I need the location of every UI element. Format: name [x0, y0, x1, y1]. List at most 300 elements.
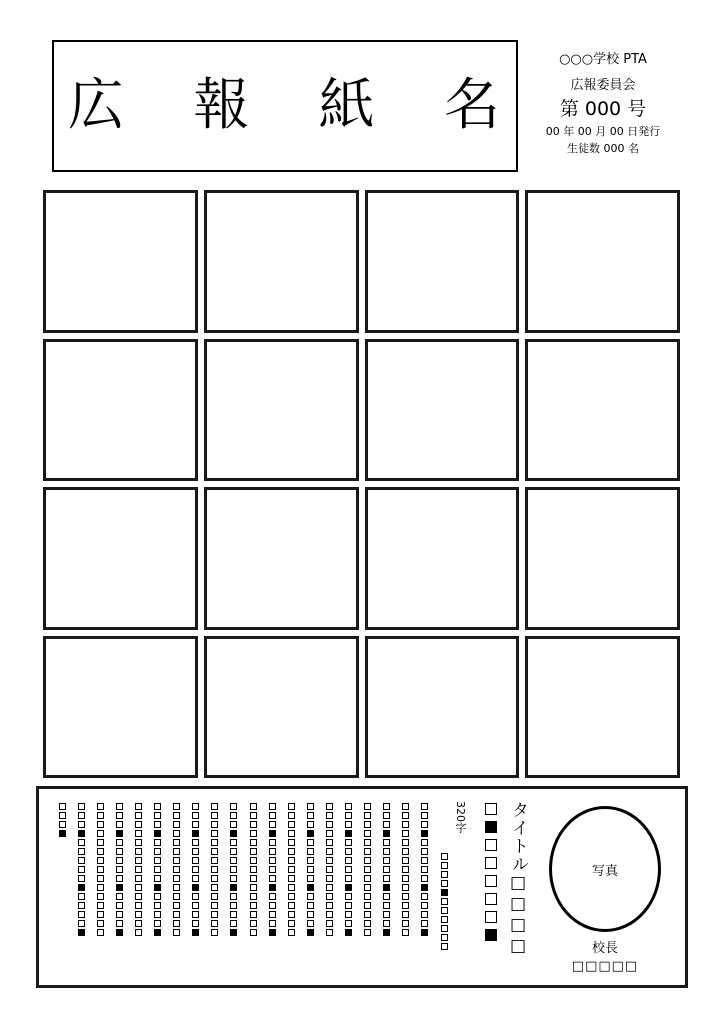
empty-square-marker: [402, 821, 409, 828]
article-frame: [365, 190, 520, 333]
empty-square-marker: [269, 848, 276, 855]
text-placeholder-column: [267, 801, 277, 936]
empty-square-marker: [288, 875, 295, 882]
empty-square-marker: [269, 857, 276, 864]
empty-square-marker: [250, 857, 257, 864]
article-frame: [365, 487, 520, 630]
empty-square-marker: [250, 821, 257, 828]
article-frame: [204, 487, 359, 630]
empty-square-marker: [97, 803, 104, 810]
empty-square-marker: [307, 839, 314, 846]
empty-square-marker: [230, 848, 237, 855]
article-frame: [43, 339, 198, 482]
article-frame: [204, 339, 359, 482]
empty-square-marker: [97, 911, 104, 918]
empty-square-marker: [250, 911, 257, 918]
empty-square-marker: [485, 911, 497, 923]
empty-square-marker: [97, 830, 104, 837]
text-placeholder-column: [114, 801, 124, 936]
filled-square-marker: [421, 884, 428, 891]
empty-square-marker: [307, 875, 314, 882]
empty-square-marker: [192, 821, 199, 828]
empty-square-marker: [97, 884, 104, 891]
empty-square-marker: [78, 857, 85, 864]
empty-square-marker: [402, 830, 409, 837]
empty-square-marker: [135, 866, 142, 873]
filled-square-marker: [154, 830, 161, 837]
empty-square-marker: [78, 839, 85, 846]
article-frame: [525, 636, 680, 779]
empty-square-marker: [97, 839, 104, 846]
empty-square-marker: [78, 866, 85, 873]
empty-square-marker: [402, 920, 409, 927]
empty-square-marker: [173, 920, 180, 927]
empty-square-marker: [211, 857, 218, 864]
empty-square-marker: [116, 848, 123, 855]
empty-square-marker: [230, 920, 237, 927]
empty-square-marker: [288, 920, 295, 927]
text-placeholder-column: [153, 801, 163, 936]
empty-square-marker: [326, 848, 333, 855]
empty-square-marker: [402, 893, 409, 900]
empty-square-marker: [230, 803, 237, 810]
empty-square-marker: [364, 902, 371, 909]
empty-square-marker: [383, 839, 390, 846]
empty-square-marker: [211, 830, 218, 837]
empty-square-marker: [307, 893, 314, 900]
empty-square-marker: [59, 803, 66, 810]
empty-square-marker: [154, 902, 161, 909]
empty-square-marker: [383, 803, 390, 810]
empty-square-marker: [345, 812, 352, 819]
empty-square-marker: [135, 929, 142, 936]
empty-square-marker: [192, 866, 199, 873]
empty-square-marker: [250, 803, 257, 810]
text-placeholder-column: [95, 801, 105, 936]
empty-square-marker: [154, 803, 161, 810]
empty-square-marker: [59, 821, 66, 828]
empty-square-marker: [421, 902, 428, 909]
filled-square-marker: [345, 830, 352, 837]
empty-square-marker: [269, 911, 276, 918]
filled-square-marker: [269, 884, 276, 891]
empty-square-marker: [230, 857, 237, 864]
empty-square-marker: [192, 893, 199, 900]
principal-photo-placeholder: [549, 806, 661, 932]
empty-square-marker: [441, 925, 448, 932]
column-title: タイトル□□□□: [508, 801, 528, 957]
empty-square-marker: [135, 830, 142, 837]
empty-square-marker: [78, 812, 85, 819]
empty-square-marker: [307, 812, 314, 819]
text-placeholder-column: [382, 801, 392, 936]
title-char-4: 名: [443, 73, 500, 138]
empty-square-marker: [173, 902, 180, 909]
empty-square-marker: [288, 821, 295, 828]
empty-square-marker: [326, 920, 333, 927]
title-char-1: 広: [68, 73, 124, 138]
filled-square-marker: [485, 821, 497, 833]
empty-square-marker: [485, 893, 497, 905]
empty-square-marker: [421, 920, 428, 927]
empty-square-marker: [326, 884, 333, 891]
empty-square-marker: [230, 866, 237, 873]
filled-square-marker: [421, 929, 428, 936]
empty-square-marker: [326, 821, 333, 828]
article-frame: [525, 190, 680, 333]
empty-square-marker: [402, 884, 409, 891]
empty-square-marker: [116, 902, 123, 909]
empty-square-marker: [230, 812, 237, 819]
empty-square-marker: [326, 902, 333, 909]
empty-square-marker: [211, 812, 218, 819]
empty-square-marker: [269, 803, 276, 810]
empty-square-marker: [173, 911, 180, 918]
empty-square-marker: [154, 821, 161, 828]
empty-square-marker: [326, 857, 333, 864]
filled-square-marker: [192, 929, 199, 936]
empty-square-marker: [345, 875, 352, 882]
empty-square-marker: [364, 839, 371, 846]
empty-square-marker: [288, 803, 295, 810]
empty-square-marker: [116, 803, 123, 810]
empty-square-marker: [345, 857, 352, 864]
empty-square-marker: [402, 857, 409, 864]
empty-square-marker: [173, 857, 180, 864]
empty-square-marker: [326, 911, 333, 918]
empty-square-marker: [211, 821, 218, 828]
empty-square-marker: [78, 911, 85, 918]
empty-square-marker: [383, 812, 390, 819]
empty-square-marker: [441, 916, 448, 923]
empty-square-marker: [192, 875, 199, 882]
empty-square-marker: [288, 911, 295, 918]
text-placeholder-column: [191, 801, 201, 936]
title-char-3: 紙: [318, 73, 375, 138]
empty-square-marker: [154, 875, 161, 882]
empty-square-marker: [154, 812, 161, 819]
empty-square-marker: [250, 920, 257, 927]
empty-square-marker: [364, 830, 371, 837]
empty-square-marker: [288, 848, 295, 855]
empty-square-marker: [307, 857, 314, 864]
article-frame: [43, 190, 198, 333]
empty-square-marker: [441, 907, 448, 914]
empty-square-marker: [97, 857, 104, 864]
empty-square-marker: [78, 893, 85, 900]
empty-square-marker: [269, 812, 276, 819]
filled-square-marker: [230, 884, 237, 891]
empty-square-marker: [116, 821, 123, 828]
empty-square-marker: [135, 902, 142, 909]
empty-square-marker: [269, 875, 276, 882]
empty-square-marker: [326, 812, 333, 819]
filled-square-marker: [78, 884, 85, 891]
student-count: 生徒数 000 名: [567, 142, 639, 155]
photo-label: 写真: [591, 863, 618, 879]
empty-square-marker: [78, 848, 85, 855]
title-char-2: 報: [193, 73, 250, 138]
filled-square-marker: [154, 884, 161, 891]
empty-square-marker: [383, 893, 390, 900]
empty-square-marker: [211, 884, 218, 891]
empty-square-marker: [211, 866, 218, 873]
empty-square-marker: [250, 812, 257, 819]
empty-square-marker: [211, 920, 218, 927]
empty-square-marker: [211, 929, 218, 936]
issue-info: [528, 52, 678, 156]
empty-square-marker: [364, 866, 371, 873]
empty-square-marker: [383, 866, 390, 873]
text-placeholder-column: [439, 851, 449, 950]
empty-square-marker: [364, 893, 371, 900]
empty-square-marker: [402, 875, 409, 882]
empty-square-marker: [211, 875, 218, 882]
empty-square-marker: [269, 866, 276, 873]
empty-square-marker: [250, 848, 257, 855]
empty-square-marker: [364, 812, 371, 819]
empty-square-marker: [116, 911, 123, 918]
empty-square-marker: [154, 893, 161, 900]
empty-square-marker: [135, 848, 142, 855]
empty-square-marker: [135, 857, 142, 864]
empty-square-marker: [364, 884, 371, 891]
empty-square-marker: [135, 893, 142, 900]
empty-square-marker: [364, 920, 371, 927]
empty-square-marker: [485, 803, 497, 815]
committee-name: 広報委員会: [570, 78, 636, 93]
filled-square-marker: [269, 929, 276, 936]
empty-square-marker: [269, 893, 276, 900]
empty-square-marker: [116, 812, 123, 819]
filled-square-marker: [154, 929, 161, 936]
empty-square-marker: [485, 857, 497, 869]
empty-square-marker: [97, 821, 104, 828]
empty-square-marker: [250, 884, 257, 891]
empty-square-marker: [402, 929, 409, 936]
article-frame: [43, 487, 198, 630]
text-placeholder-column: [229, 801, 239, 936]
empty-square-marker: [421, 803, 428, 810]
empty-square-marker: [421, 893, 428, 900]
empty-square-marker: [230, 839, 237, 846]
filled-square-marker: [383, 929, 390, 936]
empty-square-marker: [421, 848, 428, 855]
empty-square-marker: [135, 884, 142, 891]
empty-square-marker: [250, 929, 257, 936]
empty-square-marker: [345, 893, 352, 900]
empty-square-marker: [135, 821, 142, 828]
text-placeholder-column: [210, 801, 220, 936]
empty-square-marker: [364, 803, 371, 810]
empty-square-marker: [402, 812, 409, 819]
empty-square-marker: [173, 884, 180, 891]
empty-square-marker: [135, 803, 142, 810]
filled-square-marker: [307, 929, 314, 936]
empty-square-marker: [154, 920, 161, 927]
empty-square-marker: [192, 920, 199, 927]
empty-square-marker: [364, 875, 371, 882]
empty-square-marker: [441, 934, 448, 941]
char-count-label: 320字: [454, 801, 467, 833]
empty-square-marker: [441, 898, 448, 905]
text-placeholder-column: [57, 801, 67, 837]
empty-square-marker: [192, 857, 199, 864]
empty-square-marker: [97, 920, 104, 927]
empty-square-marker: [364, 911, 371, 918]
text-placeholder-column: [76, 801, 86, 936]
empty-square-marker: [421, 821, 428, 828]
empty-square-marker: [383, 902, 390, 909]
empty-square-marker: [288, 812, 295, 819]
empty-square-marker: [250, 893, 257, 900]
empty-square-marker: [441, 943, 448, 950]
empty-square-marker: [383, 848, 390, 855]
empty-square-marker: [192, 911, 199, 918]
empty-square-marker: [307, 920, 314, 927]
filled-square-marker: [192, 830, 199, 837]
empty-square-marker: [192, 848, 199, 855]
empty-square-marker: [364, 848, 371, 855]
article-frame: [365, 339, 520, 482]
filled-square-marker: [383, 884, 390, 891]
text-placeholder-column: [344, 801, 354, 936]
empty-square-marker: [421, 875, 428, 882]
title-marker-column: [483, 803, 499, 947]
empty-square-marker: [135, 920, 142, 927]
text-placeholder-column: [172, 801, 182, 936]
empty-square-marker: [173, 830, 180, 837]
empty-square-marker: [250, 875, 257, 882]
empty-square-marker: [383, 911, 390, 918]
empty-square-marker: [441, 880, 448, 887]
empty-square-marker: [154, 911, 161, 918]
empty-square-marker: [402, 902, 409, 909]
empty-square-marker: [173, 839, 180, 846]
empty-square-marker: [269, 839, 276, 846]
empty-square-marker: [192, 803, 199, 810]
empty-square-marker: [288, 857, 295, 864]
filled-square-marker: [383, 830, 390, 837]
empty-square-marker: [211, 803, 218, 810]
empty-square-marker: [326, 830, 333, 837]
empty-square-marker: [345, 920, 352, 927]
empty-square-marker: [135, 812, 142, 819]
empty-square-marker: [441, 871, 448, 878]
article-frame: [43, 636, 198, 779]
empty-square-marker: [173, 821, 180, 828]
empty-square-marker: [78, 902, 85, 909]
empty-square-marker: [421, 812, 428, 819]
empty-square-marker: [345, 848, 352, 855]
text-placeholder-column: [401, 801, 411, 936]
empty-square-marker: [173, 848, 180, 855]
empty-square-marker: [116, 866, 123, 873]
empty-square-marker: [421, 911, 428, 918]
text-placeholder-column: [420, 801, 430, 936]
empty-square-marker: [383, 920, 390, 927]
filled-square-marker: [230, 929, 237, 936]
filled-square-marker: [116, 929, 123, 936]
empty-square-marker: [288, 839, 295, 846]
empty-square-marker: [288, 866, 295, 873]
empty-square-marker: [364, 929, 371, 936]
article-frame: [204, 190, 359, 333]
empty-square-marker: [78, 803, 85, 810]
empty-square-marker: [116, 920, 123, 927]
empty-square-marker: [97, 812, 104, 819]
filled-square-marker: [116, 830, 123, 837]
empty-square-marker: [326, 875, 333, 882]
empty-square-marker: [307, 866, 314, 873]
empty-square-marker: [345, 902, 352, 909]
empty-square-marker: [345, 821, 352, 828]
empty-square-marker: [173, 929, 180, 936]
empty-square-marker: [154, 866, 161, 873]
empty-square-marker: [402, 803, 409, 810]
empty-square-marker: [402, 839, 409, 846]
empty-square-marker: [421, 866, 428, 873]
empty-square-marker: [116, 893, 123, 900]
empty-square-marker: [250, 839, 257, 846]
text-placeholder-column: [324, 801, 334, 936]
empty-square-marker: [78, 821, 85, 828]
empty-square-marker: [421, 839, 428, 846]
empty-square-marker: [402, 911, 409, 918]
empty-square-marker: [173, 893, 180, 900]
principal-name: □□□□□: [571, 959, 639, 974]
empty-square-marker: [269, 821, 276, 828]
empty-square-marker: [326, 839, 333, 846]
newspaper-title-box: [52, 40, 518, 172]
empty-square-marker: [250, 866, 257, 873]
empty-square-marker: [307, 821, 314, 828]
empty-square-marker: [288, 902, 295, 909]
empty-square-marker: [59, 812, 66, 819]
text-placeholder-column: [305, 801, 315, 936]
text-placeholder-column: [286, 801, 296, 936]
empty-square-marker: [288, 893, 295, 900]
empty-square-marker: [250, 830, 257, 837]
empty-square-marker: [345, 911, 352, 918]
empty-square-marker: [288, 884, 295, 891]
empty-square-marker: [78, 920, 85, 927]
filled-square-marker: [345, 929, 352, 936]
empty-square-marker: [154, 848, 161, 855]
empty-square-marker: [97, 875, 104, 882]
issue-date: 00 年 00 月 00 日発行: [545, 125, 661, 138]
empty-square-marker: [154, 839, 161, 846]
empty-square-marker: [307, 848, 314, 855]
text-placeholder-column: [248, 801, 258, 936]
empty-square-marker: [288, 929, 295, 936]
empty-square-marker: [173, 866, 180, 873]
principal-column-box: [36, 786, 688, 988]
empty-square-marker: [173, 803, 180, 810]
empty-square-marker: [402, 866, 409, 873]
empty-square-marker: [211, 839, 218, 846]
empty-square-marker: [211, 848, 218, 855]
text-placeholder-column: [133, 801, 143, 936]
filled-square-marker: [345, 884, 352, 891]
empty-square-marker: [211, 911, 218, 918]
article-frame: [525, 339, 680, 482]
empty-square-marker: [326, 866, 333, 873]
empty-square-marker: [269, 902, 276, 909]
article-frame: [365, 636, 520, 779]
filled-square-marker: [307, 830, 314, 837]
filled-square-marker: [78, 929, 85, 936]
